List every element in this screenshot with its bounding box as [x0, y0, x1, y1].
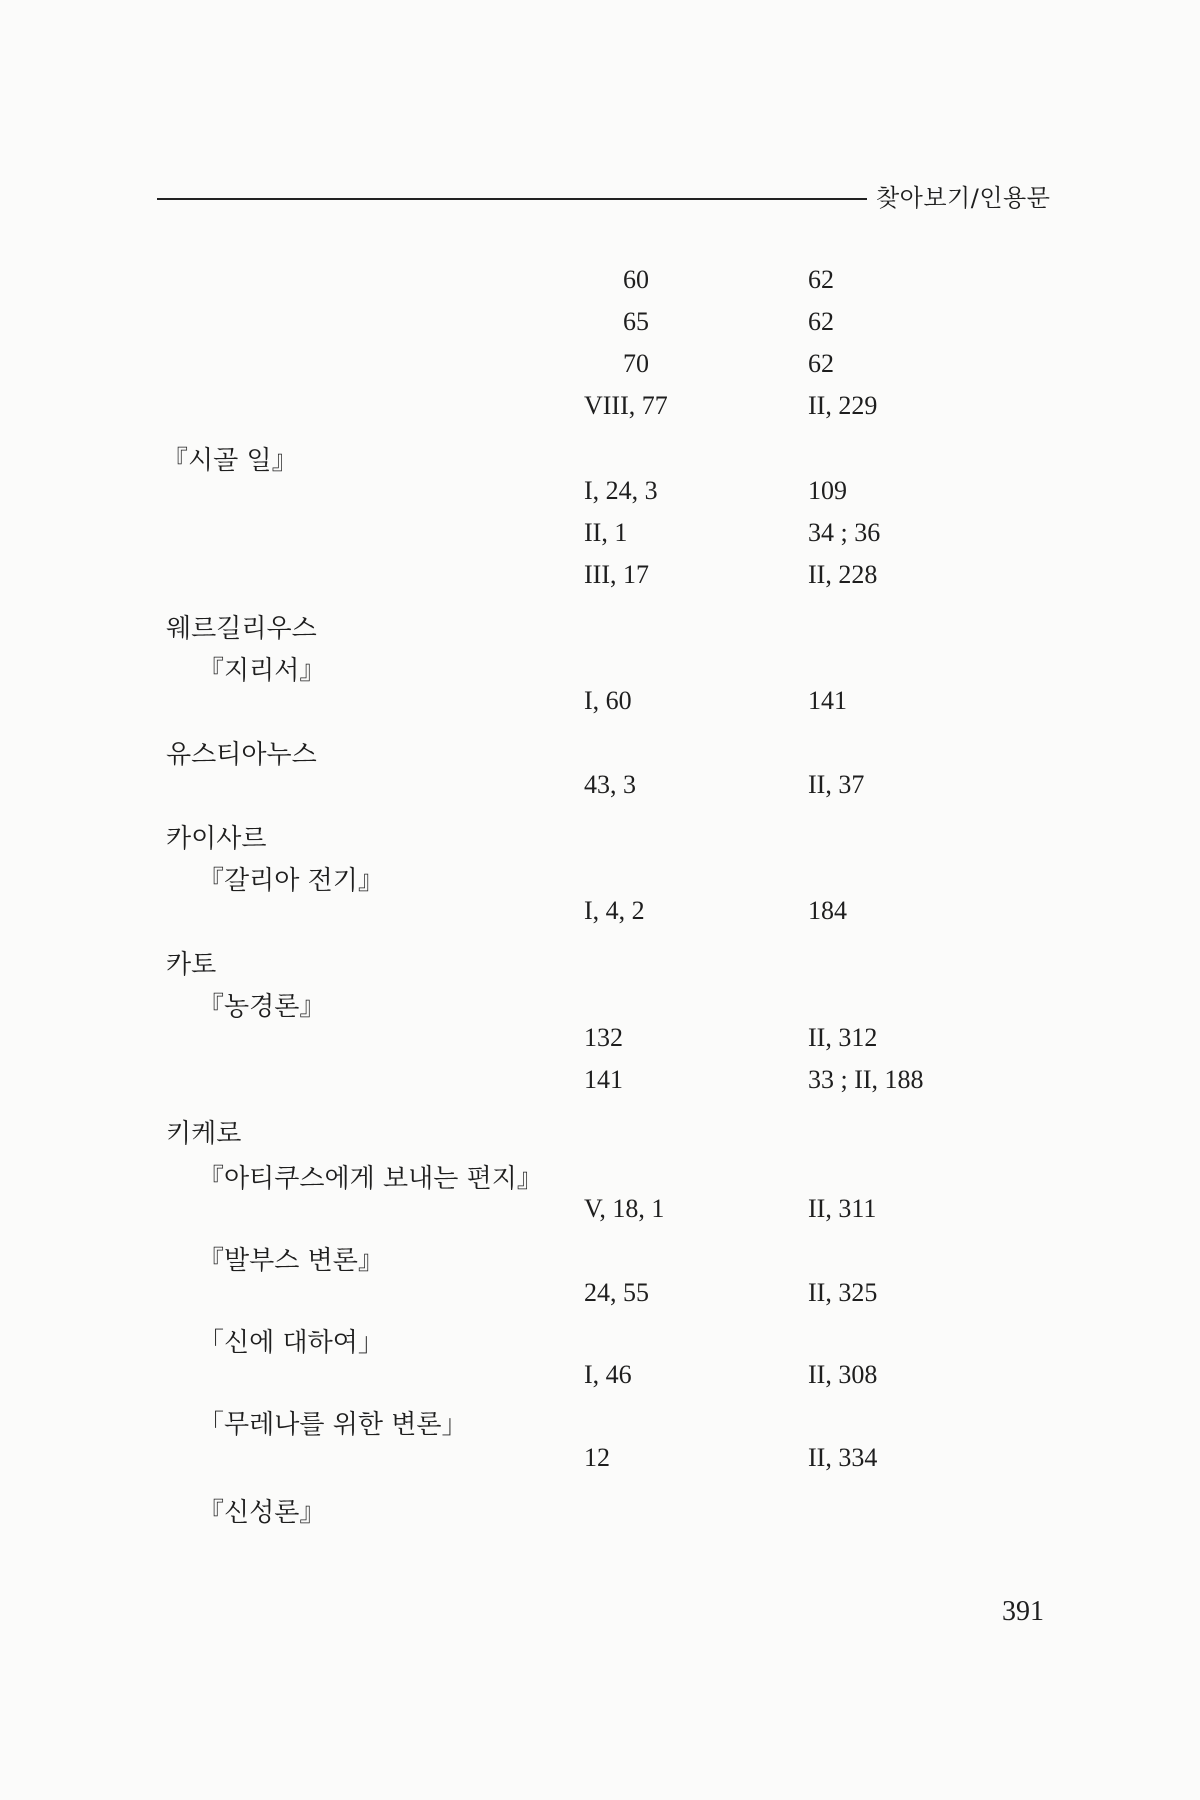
ref-col2: 109: [808, 476, 847, 505]
ref-col1: V, 18, 1: [584, 1194, 665, 1223]
ref-col2: 62: [808, 349, 834, 378]
ref-col1: III, 17: [584, 560, 649, 589]
ref-col2: 33 ; II, 188: [808, 1065, 924, 1094]
ref-col2: II, 312: [808, 1023, 878, 1052]
ref-col1: I, 60: [584, 686, 632, 715]
author-name: 웨르길리우스: [166, 614, 317, 644]
work-title: 『아티쿠스에게 보내는 편지』: [198, 1164, 543, 1194]
ref-col1: 141: [584, 1065, 623, 1094]
ref-col2: 34 ; 36: [808, 518, 881, 547]
work-title: 『갈리아 전기』: [198, 866, 384, 896]
ref-col2: II, 228: [808, 560, 878, 589]
ref-col2: 141: [808, 686, 847, 715]
header-rule: [157, 198, 867, 200]
ref-col1: I, 4, 2: [584, 896, 645, 925]
work-title: 『시골 일』: [162, 446, 298, 476]
author-name: 키케로: [166, 1119, 242, 1149]
work-title: 『농경론』: [198, 992, 326, 1022]
ref-col2: II, 229: [808, 391, 878, 420]
page-number: 391: [1002, 1596, 1044, 1627]
work-title: 「무레나를 위한 변론」: [198, 1410, 468, 1440]
ref-col1: 60: [623, 265, 649, 294]
ref-col1: VIII, 77: [584, 391, 668, 420]
ref-col2: II, 37: [808, 770, 865, 799]
work-title: 『지리서』: [198, 656, 326, 686]
ref-col1: 65: [623, 307, 649, 336]
work-title: 「신에 대하여」: [198, 1328, 384, 1358]
ref-col2: 184: [808, 896, 847, 925]
ref-col2: 62: [808, 265, 834, 294]
ref-col2: II, 308: [808, 1360, 878, 1389]
ref-col2: 62: [808, 307, 834, 336]
ref-col2: II, 325: [808, 1278, 878, 1307]
ref-col1: II, 1: [584, 518, 628, 547]
ref-col1: 43, 3: [584, 770, 636, 799]
author-name: 카토: [166, 950, 217, 980]
ref-col2: II, 311: [808, 1194, 877, 1223]
running-head: 찾아보기/인용문: [876, 184, 1051, 212]
work-title: 『발부스 변론』: [198, 1246, 384, 1276]
author-name: 유스티아누스: [166, 740, 317, 770]
ref-col1: 12: [584, 1443, 610, 1472]
work-title: 『신성론』: [198, 1498, 326, 1528]
ref-col1: 132: [584, 1023, 623, 1052]
ref-col1: 70: [623, 349, 649, 378]
ref-col1: I, 24, 3: [584, 476, 658, 505]
ref-col2: II, 334: [808, 1443, 878, 1472]
ref-col1: 24, 55: [584, 1278, 649, 1307]
ref-col1: I, 46: [584, 1360, 632, 1389]
author-name: 카이사르: [166, 824, 267, 854]
